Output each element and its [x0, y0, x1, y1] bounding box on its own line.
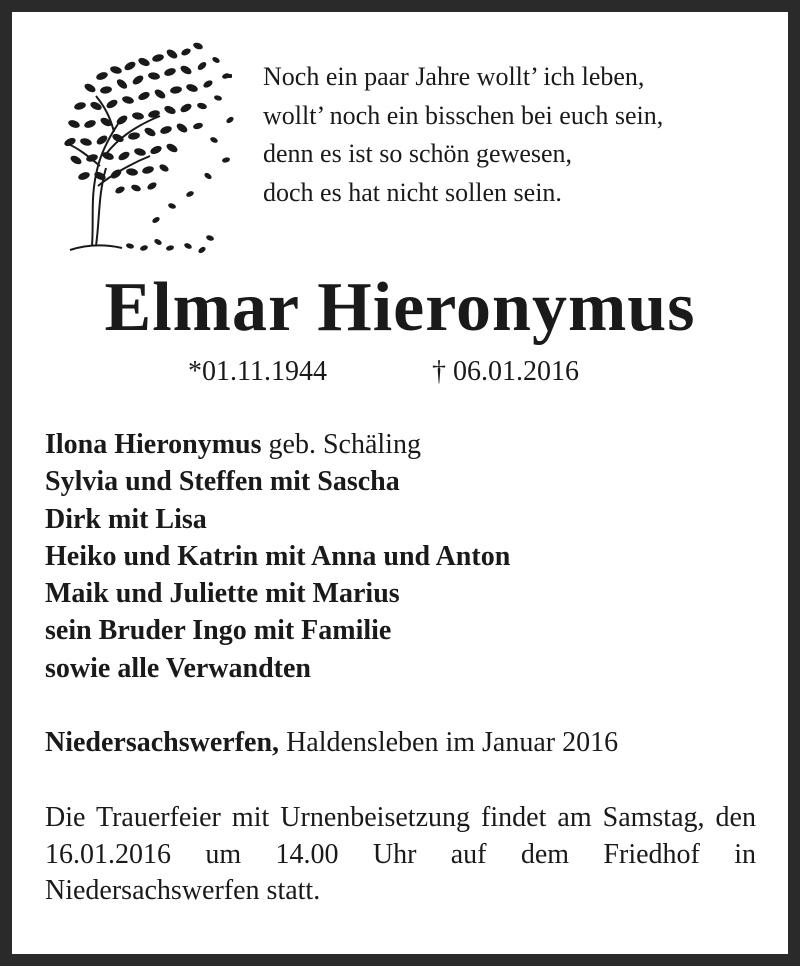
birth-date: *01.11.1944: [188, 356, 327, 387]
mourner-line: Maik und Juliette mit Marius: [45, 578, 400, 610]
poem-line: wollt’ noch ein bisschen bei euch sein,: [263, 100, 664, 130]
mourner-line: sein Bruder Ingo mit Familie: [45, 615, 392, 647]
mourner-name: Ilona Hieronymus: [45, 429, 262, 460]
death-date: † 06.01.2016: [432, 356, 579, 387]
windblown-tree-icon: [40, 36, 240, 264]
mourner-line: Sylvia und Steffen mit Sascha: [45, 466, 400, 498]
place-rest: Haldensleben im Januar 2016: [279, 727, 619, 758]
poem-line: Noch ein paar Jahre wollt’ ich leben,: [263, 62, 645, 91]
poem-line: denn es ist so schön gewesen,: [263, 139, 573, 168]
mourners-list: [45, 426, 510, 687]
place-bold: Niedersachswerfen,: [45, 727, 280, 758]
mourner-line: sowie alle Verwandten: [45, 652, 311, 684]
mourner-maiden-name: geb. Schäling: [261, 429, 421, 460]
poem-line: doch es hat nicht sollen sein.: [263, 177, 562, 207]
mourner-line: Heiko und Katrin mit Anna und Anton: [45, 540, 511, 572]
poem: [263, 58, 663, 212]
place-and-date: [45, 724, 618, 762]
mourner-line: [45, 426, 510, 463]
funeral-notice: Die Trauerfeier mit Urnenbeisetzung findet am Samstag, den 16.01.2016 um 14.00 Uhr auf dem Friedhof in Niedersachswerfen statt.: [45, 802, 756, 906]
mourner-line: Dirk mit Lisa: [45, 503, 207, 535]
deceased-name: Elmar Hieronymus: [104, 269, 696, 346]
